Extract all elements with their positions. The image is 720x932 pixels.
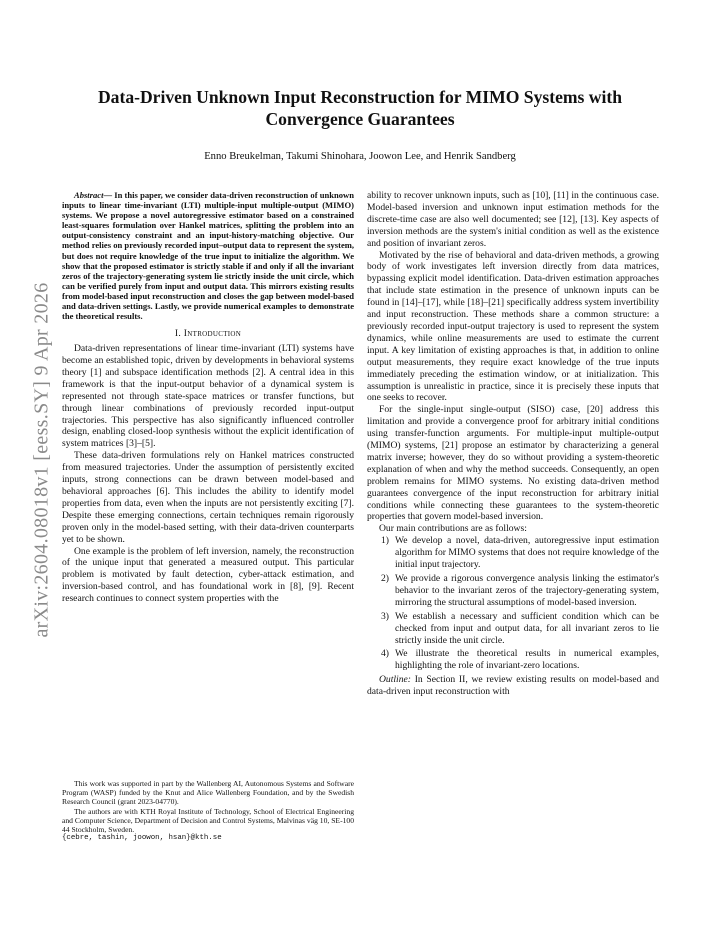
contribution-text: We develop a novel, data-driven, autoregressive input estimation algorithm for MIMO systems that does not require knowledge of the initial input trajectory. (395, 535, 659, 571)
footnote-affiliation: The authors are with KTH Royal Institute of Technology, School of Electrical Engineering and Computer Science, Department of Decision and Control Systems, Malvinas väg 10, SE-100 44 Stockholm, Sweden. (62, 806, 354, 835)
arxiv-identifier: arXiv:2604.08018v1 [eess.SY] 9 Apr 2026 (30, 282, 53, 638)
arxiv-sidebar (22, 250, 62, 670)
contributions-list (367, 535, 659, 672)
contribution-number: 3) (381, 610, 389, 622)
contribution-number: 2) (381, 573, 389, 584)
intro-paragraph-1: Data-driven representations of linear time-invariant (LTI) systems have become an established topic, driven by developments in behavioral systems theory [1] and subspace identification methods [2]. A central idea in this framework is that the input-output behavior of a dynamical system is represented not through state-space matrices or transfer functions, but through linear combinations of previously recorded input-output trajectories. This perspective has also significantly influenced controller design, enabling closed-loop synthesis without the explicit identification of system matrices [3]–[5]. (62, 343, 354, 450)
footnotes (62, 779, 354, 843)
contribution-number: 1) (381, 535, 389, 547)
intro-paragraph-5: For the single-input single-output (SISO) case, [20] address this limitation and provide a convergence proof for arbitrary initial conditions using transfer-function arguments. For multiple-input multiple-output (MIMO) systems, [21] propose an estimator by characterizing a general matrix inverse; however, they do so without providing a system-theoretic explanation of when and why the method succeeds. Consequently, an open problem remains for MIMO systems. No existing data-driven method guarantees convergence of the input reconstruction for arbitrary initial conditions while connecting these guarantees to the system-theoretic properties that govern model-based inversion. (367, 404, 659, 523)
intro-paragraph-3-continued: ability to recover unknown inputs, such as [10], [11] in the continuous case. Model-based inversion and unknown input estimation methods for the discrete-time case are also well documented; see [12], [13]. Key aspects of inversion methods are the system's initial condition as well as the existence and position of invariant zeros. (367, 190, 659, 249)
contribution-item (367, 535, 659, 571)
section-heading-introduction (62, 328, 354, 340)
footnote-funding: This work was supported in part by the Wallenberg AI, Autonomous Systems and Software Program (WASP) funded by the Knut and Alice Wallenberg Foundation, and by the Swedish Research Council (grant 2023-04770). (62, 779, 354, 807)
contribution-item (367, 573, 659, 609)
contribution-text: We establish a necessary and sufficient condition which can be checked from input and output data, for all invariant zeros to lie strictly inside the unit circle. (395, 610, 659, 646)
left-column (62, 190, 354, 605)
intro-paragraph-4: Motivated by the rise of behavioral and data-driven methods, a growing body of work investigates left inversion directly from data matrices, bypassing explicit model identification. Data-driven estimation approaches that include state estimation in the presence of unknown inputs can be found in [14]–[17], while [18]–[21] specifically address system invertibility and input reconstruction. These methods share a common structure: a previously recorded input-output trajectory is used to represent the system dynamics, while online measurements are used to estimate the current input. A key limitation of existing approaches is that, in addition to online output measurements, they require exact knowledge of the true inputs immediately preceding the estimation window, or at initialization. This assumption is unrealistic in practice, since it is precisely these inputs that one seeks to recover. (367, 249, 659, 404)
outline-paragraph (367, 674, 659, 698)
section-title: Introduction (183, 328, 242, 340)
contribution-item (367, 611, 659, 647)
section-number: I. (174, 328, 182, 340)
footnote-emails: {cebre, tashin, joowon, hsan}@kth.se (62, 834, 222, 843)
contribution-number: 4) (381, 648, 389, 660)
outline-label: Outline: (379, 674, 411, 686)
contribution-text: We provide a rigorous convergence analysis linking the estimator's behavior to the invariant zeros of the trajectory-generating system, mirroring the structural assumptions of model-based inversion. (395, 573, 659, 608)
outline-text: In Section II, we review existing results on model-based and data-driven input reconstruction with (367, 674, 659, 698)
intro-paragraph-2: These data-driven formulations rely on Hankel matrices constructed from measured trajectories. Under the assumption of persistently excited inputs, strong connections can be drawn between model-based and behavioral approaches [6]. This includes the ability to identify model properties from data, even when the inputs are not persistently exciting [7]. Despite these emerging connections, certain techniques remain rigorously proven only in the model-based setting, with their data-driven counterparts yet to be shown. (62, 450, 354, 545)
contributions-intro: Our main contributions are as follows: (379, 523, 527, 535)
contribution-text: We illustrate the theoretical results in numerical examples, highlighting the role of invariant-zero locations. (395, 648, 659, 672)
abstract-text: — In this paper, we consider data-driven reconstruction of unknown inputs to linear time-invariant (LTI) multiple-input multiple-output (MIMO) systems. We propose a novel autoregressive estimator based on a constrained least-squares formulation over Hankel matrices, splitting the problem into an output-consistency constraint and an input-history-matching objective. Our method relies on previously recorded input–output data to represent the system, but does not require knowledge of the true input to initialize the algorithm. We show that the proposed estimator is strictly stable if and only if all the invariant zeros of the trajectory-generating system lie strictly inside the unit circle, which can be verified purely from input and output data. This mirrors existing results from model-based input reconstruction and closes the gap between model-based and data-driven settings. Lastly, we provide numerical examples to demonstrate the theoretical results. (62, 190, 354, 322)
abstract (62, 190, 354, 321)
intro-paragraph-3: One example is the problem of left inversion, namely, the reconstruction of the unique input that generated a measured output. This particular problem is motivated by fault detection, cyber-attack estimation, and inversion-based control, and has foundational work in [8], [9]. Recent research continues to connect system properties with the (62, 545, 354, 605)
paper-title: Data-Driven Unknown Input Reconstruction for MIMO Systems with Convergence Guarantees (97, 87, 623, 129)
right-column (367, 190, 659, 698)
paper-authors: Enno Breukelman, Takumi Shinohara, Joowon Lee, and Henrik Sandberg (204, 151, 516, 162)
contribution-item (367, 648, 659, 672)
abstract-label: Abstract (74, 190, 104, 200)
